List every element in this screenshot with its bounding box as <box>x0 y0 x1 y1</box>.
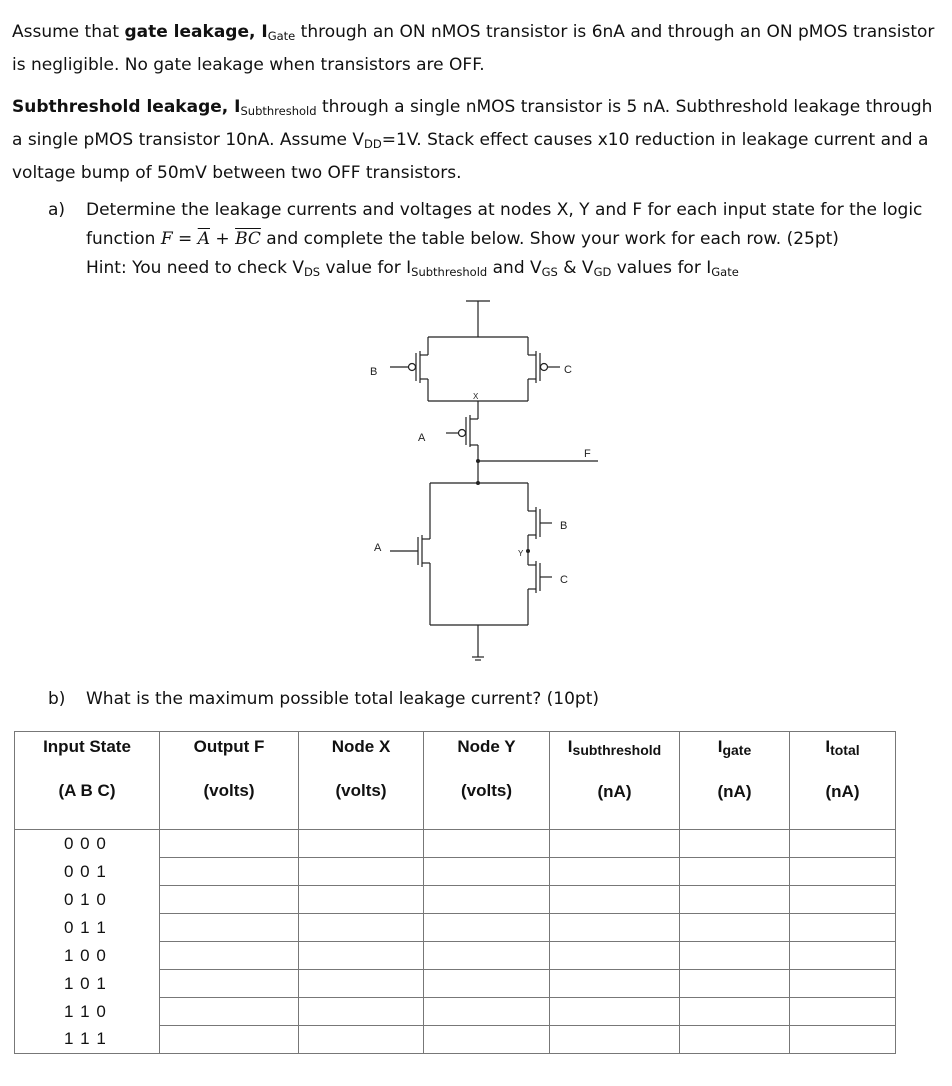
input-state-cell: 0 0 1 <box>15 858 160 886</box>
table-cell[interactable] <box>160 914 299 942</box>
table-cell[interactable] <box>424 998 550 1026</box>
table-cell[interactable] <box>160 858 299 886</box>
table-cell[interactable] <box>424 858 550 886</box>
table-cell[interactable] <box>550 830 680 858</box>
table-row <box>15 970 896 998</box>
question-a-label: a) <box>48 200 66 220</box>
table-cell[interactable] <box>160 970 299 998</box>
table-row <box>15 886 896 914</box>
table-cell[interactable] <box>550 886 680 914</box>
table-row <box>15 998 896 1026</box>
table-cell[interactable] <box>550 858 680 886</box>
table-cell[interactable] <box>680 830 790 858</box>
table-cell[interactable] <box>790 942 896 970</box>
table-cell[interactable] <box>680 970 790 998</box>
label-a-bottom: A <box>374 542 382 554</box>
table-cell[interactable] <box>790 886 896 914</box>
header-input-state: Input State (A B C) <box>15 732 160 830</box>
label-y: Y <box>518 549 524 558</box>
table-cell[interactable] <box>680 858 790 886</box>
table-cell[interactable] <box>160 886 299 914</box>
input-state-cell: 0 1 1 <box>15 914 160 942</box>
table-row <box>15 1026 896 1054</box>
question-b <box>48 685 600 714</box>
table-cell[interactable] <box>299 942 424 970</box>
input-state-cell: 0 0 0 <box>15 830 160 858</box>
label-b-bottom: B <box>560 520 568 532</box>
table-cell[interactable] <box>790 970 896 998</box>
table-header-row <box>15 732 896 830</box>
header-node-y: Node Y (volts) <box>424 732 550 830</box>
table-cell[interactable] <box>160 942 299 970</box>
label-a-top: A <box>418 432 426 444</box>
table-cell[interactable] <box>424 830 550 858</box>
pmos-b-bubble <box>409 364 416 371</box>
pmos-c-bubble <box>541 364 548 371</box>
node-f-dot <box>476 459 480 463</box>
table-cell[interactable] <box>299 970 424 998</box>
subthreshold-leakage-paragraph: Subthreshold leakage, $I_{Subthreshold}$ through a single nMOS transistor is 5 nA. Subthreshold leakage through a single pMOS transistor 10nA. Assume $V_{DD}=1V$. Stack effect causes x10 reduction in leakage current and a voltage bump of 50mV between two OFF transistors. <box>12 97 933 183</box>
table-cell[interactable] <box>550 1026 680 1054</box>
table-row <box>15 914 896 942</box>
input-state-cell: 0 1 0 <box>15 886 160 914</box>
table-cell[interactable] <box>299 886 424 914</box>
table-cell[interactable] <box>160 998 299 1026</box>
label-f: F <box>584 448 591 460</box>
table-row <box>15 858 896 886</box>
label-c-top: C <box>564 364 572 376</box>
table-cell[interactable] <box>680 942 790 970</box>
header-i-total: Itotal (nA) <box>790 732 896 830</box>
table-cell[interactable] <box>299 858 424 886</box>
table-cell[interactable] <box>160 830 299 858</box>
table-cell[interactable] <box>424 886 550 914</box>
table-cell[interactable] <box>550 998 680 1026</box>
label-b-top: B <box>370 366 378 378</box>
table-cell[interactable] <box>550 970 680 998</box>
table-cell[interactable] <box>790 914 896 942</box>
leakage-table <box>14 731 896 1054</box>
node-y-dot <box>526 549 530 553</box>
question-b-label: b) <box>48 689 66 709</box>
header-output-f: Output F (volts) <box>160 732 299 830</box>
table-cell[interactable] <box>680 914 790 942</box>
table-row <box>15 830 896 858</box>
table-cell[interactable] <box>680 886 790 914</box>
table-cell[interactable] <box>790 1026 896 1054</box>
input-state-cell: 1 1 1 <box>15 1026 160 1054</box>
question-b-text: What is the maximum possible total leakage current? (10pt) <box>86 689 600 709</box>
table-cell[interactable] <box>680 998 790 1026</box>
table-cell[interactable] <box>299 914 424 942</box>
table-cell[interactable] <box>424 1026 550 1054</box>
input-state-cell: 1 0 1 <box>15 970 160 998</box>
table-cell[interactable] <box>424 970 550 998</box>
table-cell[interactable] <box>550 914 680 942</box>
input-state-cell: 1 0 0 <box>15 942 160 970</box>
table-cell[interactable] <box>299 1026 424 1054</box>
table-cell[interactable] <box>424 942 550 970</box>
label-c-bottom: C <box>560 574 568 586</box>
table-cell[interactable] <box>680 1026 790 1054</box>
cmos-circuit-diagram <box>350 295 610 665</box>
table-cell[interactable] <box>790 830 896 858</box>
table-cell[interactable] <box>550 942 680 970</box>
table-cell[interactable] <box>299 998 424 1026</box>
question-a-text: Determine the leakage currents and voltages at nodes X, Y and F for each input state for the logic function $F = \overline{A} + \overline{BC}$ and complete the table below. Show your work for each row. (25pt) Hint: You need to check $V_{DS}$ value for $I_{Subthreshold}$ and $V_{GS}$ & $V_{GD}$ values for $I_{Gate}$ <box>86 200 923 279</box>
table-row <box>15 942 896 970</box>
table-cell[interactable] <box>790 998 896 1026</box>
header-i-gate: Igate (nA) <box>680 732 790 830</box>
table-cell[interactable] <box>299 830 424 858</box>
input-state-cell: 1 1 0 <box>15 998 160 1026</box>
label-x: X <box>473 392 479 401</box>
table-cell[interactable] <box>160 1026 299 1054</box>
header-i-subthreshold: Isubthreshold (nA) <box>550 732 680 830</box>
header-node-x: Node X (volts) <box>299 732 424 830</box>
table-cell[interactable] <box>790 858 896 886</box>
table-cell[interactable] <box>424 914 550 942</box>
gate-leakage-paragraph: Assume that gate leakage, $I_{Gate}$ through an ON nMOS transistor is 6nA and through an ON pMOS transistor is negligible. No gate leakage when transistors are OFF. <box>12 22 935 75</box>
pmos-a-bubble <box>459 430 466 437</box>
